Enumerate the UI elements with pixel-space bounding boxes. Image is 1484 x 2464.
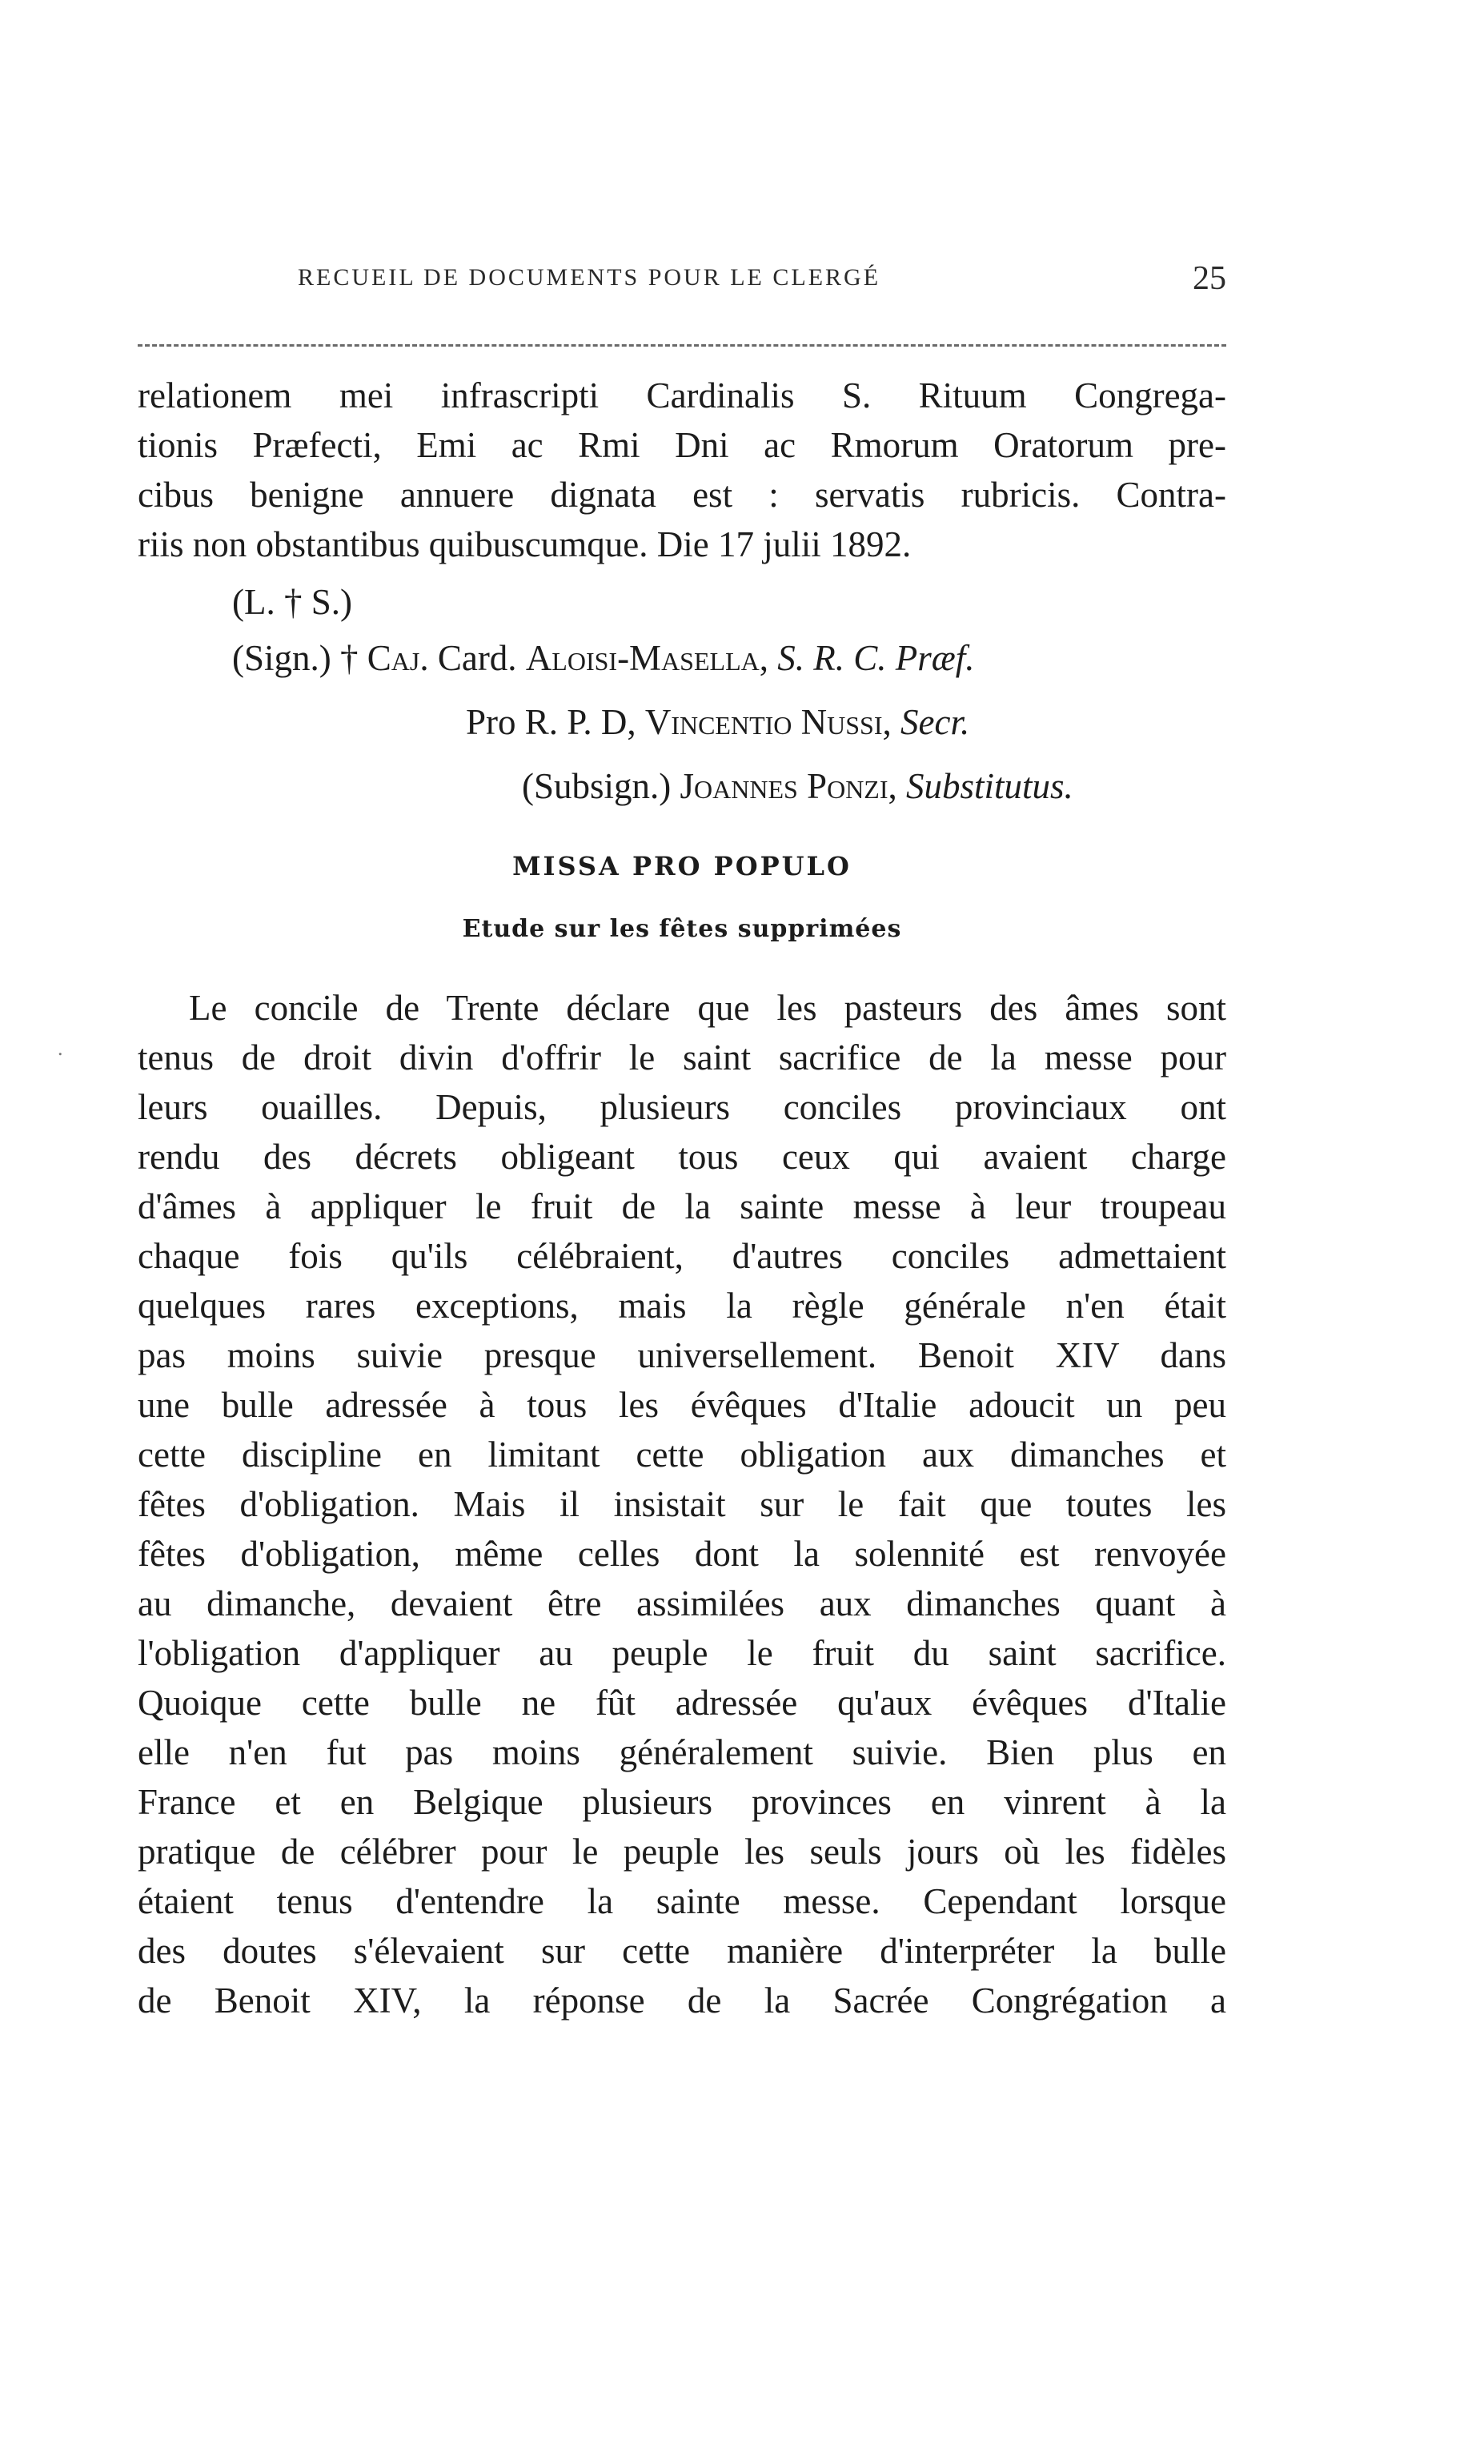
text-line: étaient tenus d'entendre la sainte messe. Cependant lorsque — [138, 1881, 1226, 1921]
signature-text: , — [759, 638, 778, 678]
signature-name: Vincentio Nussi — [644, 702, 883, 742]
text-line: l'obligation d'appliquer au peuple le fruit du saint sacrifice. — [138, 1633, 1226, 1673]
signature-text: . Card. — [419, 638, 526, 678]
text-line: elle n'en fut pas moins généralement suivie. Bien plus en — [138, 1732, 1226, 1772]
text-line: Quoique cette bulle ne fût adressée qu'aux évêques d'Italie — [138, 1683, 1226, 1723]
text-line: pas moins suivie presque universellement. Benoit XIV dans — [138, 1335, 1226, 1375]
text-line: chaque fois qu'ils célébraient, d'autres conciles admettaient — [138, 1236, 1226, 1276]
text-line: quelques rares exceptions, mais la règle générale n'en était — [138, 1286, 1226, 1326]
text-line: pratique de célébrer pour le peuple les seuls jours où les fidèles — [138, 1832, 1226, 1872]
text-line: d'âmes à appliquer le fruit de la sainte messe à leur troupeau — [138, 1186, 1226, 1226]
text-line: des doutes s'élevaient sur cette manière d'interpréter la bulle — [138, 1931, 1226, 1971]
decree-paragraph — [138, 371, 1226, 569]
signature-title: Substitutus. — [906, 766, 1073, 806]
signature-title: Secr. — [900, 702, 970, 742]
text-line: rendu des décrets obligeant tous ceux qui avaient charge — [138, 1137, 1226, 1177]
text-line: de Benoit XIV, la réponse de la Sacrée Congrégation a — [138, 1980, 1226, 2021]
signature-title: S. R. C. Præf. — [777, 638, 975, 678]
text-line: fêtes d'obligation. Mais il insistait sur le fait que toutes les — [138, 1484, 1226, 1524]
text-line: France et en Belgique plusieurs provinces en vinrent à la — [138, 1782, 1226, 1822]
text-line: fêtes d'obligation, même celles dont la solennité est renvoyée — [138, 1534, 1226, 1574]
text-line: leurs ouailles. Depuis, plusieurs conciles provinciaux ont — [138, 1087, 1226, 1127]
signature-line — [232, 633, 1226, 686]
signature-text: , — [888, 766, 907, 806]
signature-line — [522, 761, 1226, 814]
signature-text: , — [882, 702, 901, 742]
signature-name: Aloisi-Masella — [525, 638, 760, 678]
section-subtitle: Etude sur les fêtes supprimées — [462, 915, 902, 943]
running-head — [138, 260, 1226, 312]
text-line: Le concile de Trente déclare que les pasteurs des âmes sont — [189, 988, 1226, 1028]
signature-line — [466, 697, 1226, 750]
text-line: au dimanche, devaient être assimilées aux dimanches quant à — [138, 1583, 1226, 1623]
signature-prefix: (Sign.) † — [232, 638, 367, 678]
text-line: cette discipline en limitant cette obligation aux dimanches et — [138, 1435, 1226, 1475]
text-line: tenus de droit divin d'offrir le saint sacrifice de la messe pour — [138, 1037, 1226, 1077]
text-line: cibus benigne annuere dignata est : servatis rubricis. Contra- — [138, 475, 1226, 515]
body-paragraph — [138, 983, 1226, 2025]
margin-mark: . — [58, 1037, 63, 1060]
signature-name: Joannes Ponzi — [680, 766, 888, 806]
text-line: riis non obstantibus quibuscumque. Die 17 julii 1892. — [138, 524, 912, 564]
running-title: RECUEIL DE DOCUMENTS POUR LE CLERGÉ — [298, 264, 881, 291]
header-rule — [138, 344, 1226, 347]
text-line: tionis Præfecti, Emi ac Rmi Dni ac Rmorum Oratorum pre- — [138, 425, 1226, 465]
text-line: une bulle adressée à tous les évêques d'Italie adoucit un peu — [138, 1385, 1226, 1425]
signature-prefix: Pro R. P. D, — [466, 702, 645, 742]
signature-name: Caj — [367, 638, 420, 678]
seal-mark: (L. † S.) — [232, 582, 352, 622]
book-page — [138, 260, 1226, 2025]
signature-prefix: (Subsign.) — [522, 766, 680, 806]
page-number: 25 — [1193, 260, 1226, 297]
text-line: relationem mei infrascripti Cardinalis S. Rituum Congrega- — [138, 375, 1226, 415]
section-title: MISSA PRO POPULO — [512, 851, 852, 881]
